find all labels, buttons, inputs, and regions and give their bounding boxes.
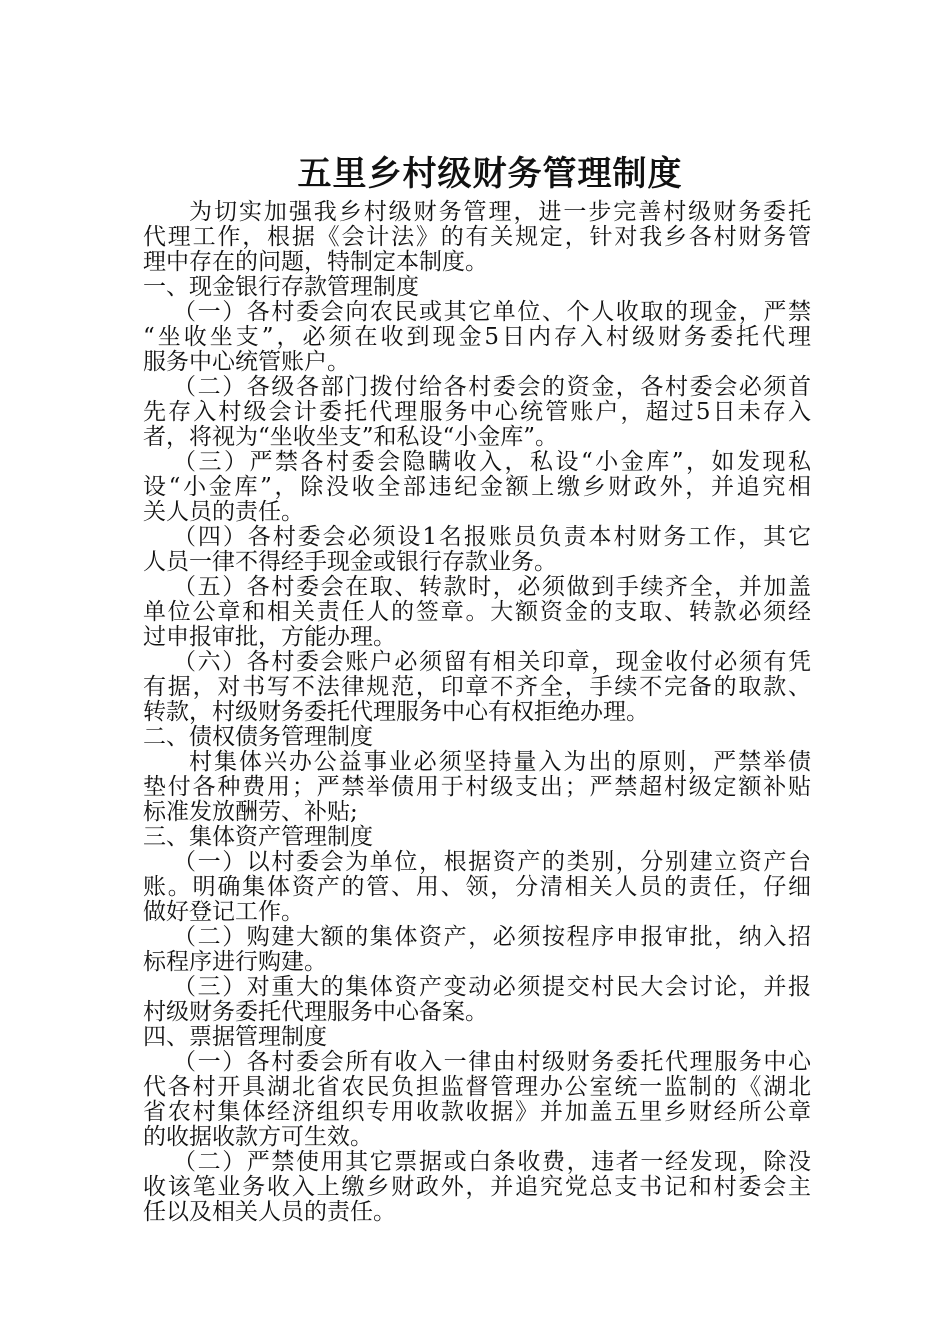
text-line: （一）以村委会为单位，根据资产的类别，分别建立资产台	[173, 849, 811, 875]
text-line: （六）各村委会账户必须留有相关印章，现金收付必须有凭	[173, 649, 811, 675]
text-line: 过申报审批，方能办理。	[143, 624, 396, 650]
text-line: （二）各级各部门拨付给各村委会的资金，各村委会必须首	[173, 374, 811, 400]
text-line: 标程序进行购建。	[143, 949, 327, 975]
text-line: 村集体兴办公益事业必须坚持量入为出的原则，严禁举债	[189, 749, 811, 775]
text-line: 关人员的责任。	[143, 499, 304, 525]
text-line: （一）各村委会所有收入一律由村级财务委托代理服务中心	[173, 1049, 811, 1075]
text-line: 代各村开具湖北省农民负担监督管理办公室统一监制的《湖北	[143, 1074, 811, 1100]
text-line: （五）各村委会在取、转款时，必须做到手续齐全，并加盖	[173, 574, 811, 600]
text-line: 服务中心统管账户。	[143, 349, 350, 375]
text-line: 标准发放酬劳、补贴;	[143, 799, 358, 825]
text-line: 做好登记工作。	[143, 899, 304, 925]
text-line: 账。明确集体资产的管、用、领，分清相关人员的责任，仔细	[143, 874, 811, 900]
text-line: （四）各村委会必须设1名报账员负责本村财务工作，其它	[173, 524, 811, 550]
text-line: （一）各村委会向农民或其它单位、个人收取的现金，严禁	[173, 299, 811, 325]
text-line: （二）购建大额的集体资产，必须按程序申报审批，纳入招	[173, 924, 811, 950]
text-line: 四、票据管理制度	[143, 1024, 327, 1050]
text-line: 三、集体资产管理制度	[143, 824, 373, 850]
text-line: 人员一律不得经手现金或银行存款业务。	[143, 549, 557, 575]
text-line: 单位公章和相关责任人的签章。大额资金的支取、转款必须经	[143, 599, 811, 625]
text-line: 的收据收款方可生效。	[143, 1124, 373, 1150]
text-line: 有据，对书写不法律规范，印章不齐全，手续不完备的取款、	[143, 674, 811, 700]
text-line: 设“小金库”，除没收全部违纪金额上缴乡财政外，并追究相	[143, 474, 811, 500]
text-line: 二、债权债务管理制度	[143, 724, 373, 750]
text-line: 先存入村级会计委托代理服务中心统管账户，超过5日未存入	[143, 399, 811, 425]
text-line: 转款，村级财务委托代理服务中心有权拒绝办理。	[143, 699, 649, 725]
text-line: 省农村集体经济组织专用收款收据》并加盖五里乡财经所公章	[143, 1099, 811, 1125]
text-line: （三）对重大的集体资产变动必须提交村民大会讨论，并报	[173, 974, 811, 1000]
text-line: 理中存在的问题，特制定本制度。	[143, 249, 488, 275]
text-line: （三）严禁各村委会隐瞒收入，私设“小金库”，如发现私	[173, 449, 811, 475]
text-line: 者，将视为“坐收坐支”和私设“小金库”。	[143, 424, 559, 450]
text-line: （二）严禁使用其它票据或白条收费，违者一经发现，除没	[173, 1149, 811, 1175]
text-line: 村级财务委托代理服务中心备案。	[143, 999, 488, 1025]
text-line: 为切实加强我乡村级财务管理，进一步完善村级财务委托	[189, 199, 811, 225]
text-line: 代理工作，根据《会计法》的有关规定，针对我乡各村财务管	[143, 224, 811, 250]
document-body	[143, 200, 811, 1225]
text-line: 一、现金银行存款管理制度	[143, 274, 419, 300]
text-line: “坐收坐支”，必须在收到现金5日内存入村级财务委托代理	[143, 324, 811, 350]
text-line: 垫付各种费用；严禁举债用于村级支出；严禁超村级定额补贴	[143, 774, 811, 800]
text-line: 收该笔业务收入上缴乡财政外，并追究党总支书记和村委会主	[143, 1174, 811, 1200]
document-title: 五里乡村级财务管理制度	[297, 154, 683, 194]
text-line: 任以及相关人员的责任。	[143, 1199, 396, 1225]
